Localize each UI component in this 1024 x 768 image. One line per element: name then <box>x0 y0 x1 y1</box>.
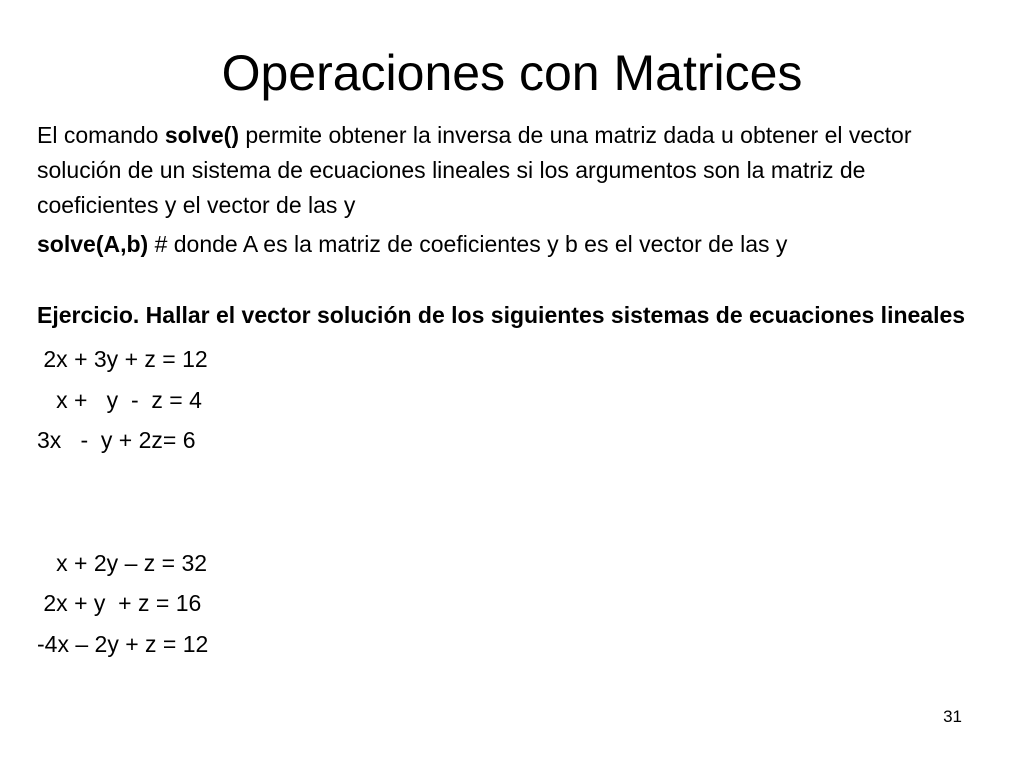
equation: 3x - y + 2z= 6 <box>37 427 196 453</box>
intro-text: permite obtener la inversa de una matriz dada u obtener el vector solución de un sistema de ecuaciones lineales si los argumentos son la matriz de coeficientes y el vector de las y <box>37 122 912 218</box>
syntax-call: solve(A,b) <box>37 231 149 257</box>
equation-system-1 <box>37 339 987 461</box>
equation: x + y - z = 4 <box>37 386 202 413</box>
syntax-comment: # donde A es la matriz de coeficientes y b es el vector de las y <box>148 231 788 257</box>
slide-body <box>37 118 987 664</box>
intro-paragraph <box>37 118 987 223</box>
equation: -4x – 2y + z = 12 <box>37 630 209 657</box>
equation: 2x + 3y + z = 12 <box>37 346 208 372</box>
syntax-line <box>37 227 987 262</box>
exercise-heading: Ejercicio. Hallar el vector solución de los siguientes sistemas de ecuaciones lineales <box>37 302 966 328</box>
equation-system-2 <box>37 543 987 665</box>
intro-prefix: El comando <box>37 122 165 148</box>
command-name: solve() <box>164 122 239 148</box>
equation: x + 2y – z = 32 <box>37 549 208 576</box>
slide-title: Operaciones con Matrices <box>221 45 803 101</box>
equation: 2x + y + z = 16 <box>37 590 202 616</box>
slide-number: 31 <box>943 707 962 726</box>
